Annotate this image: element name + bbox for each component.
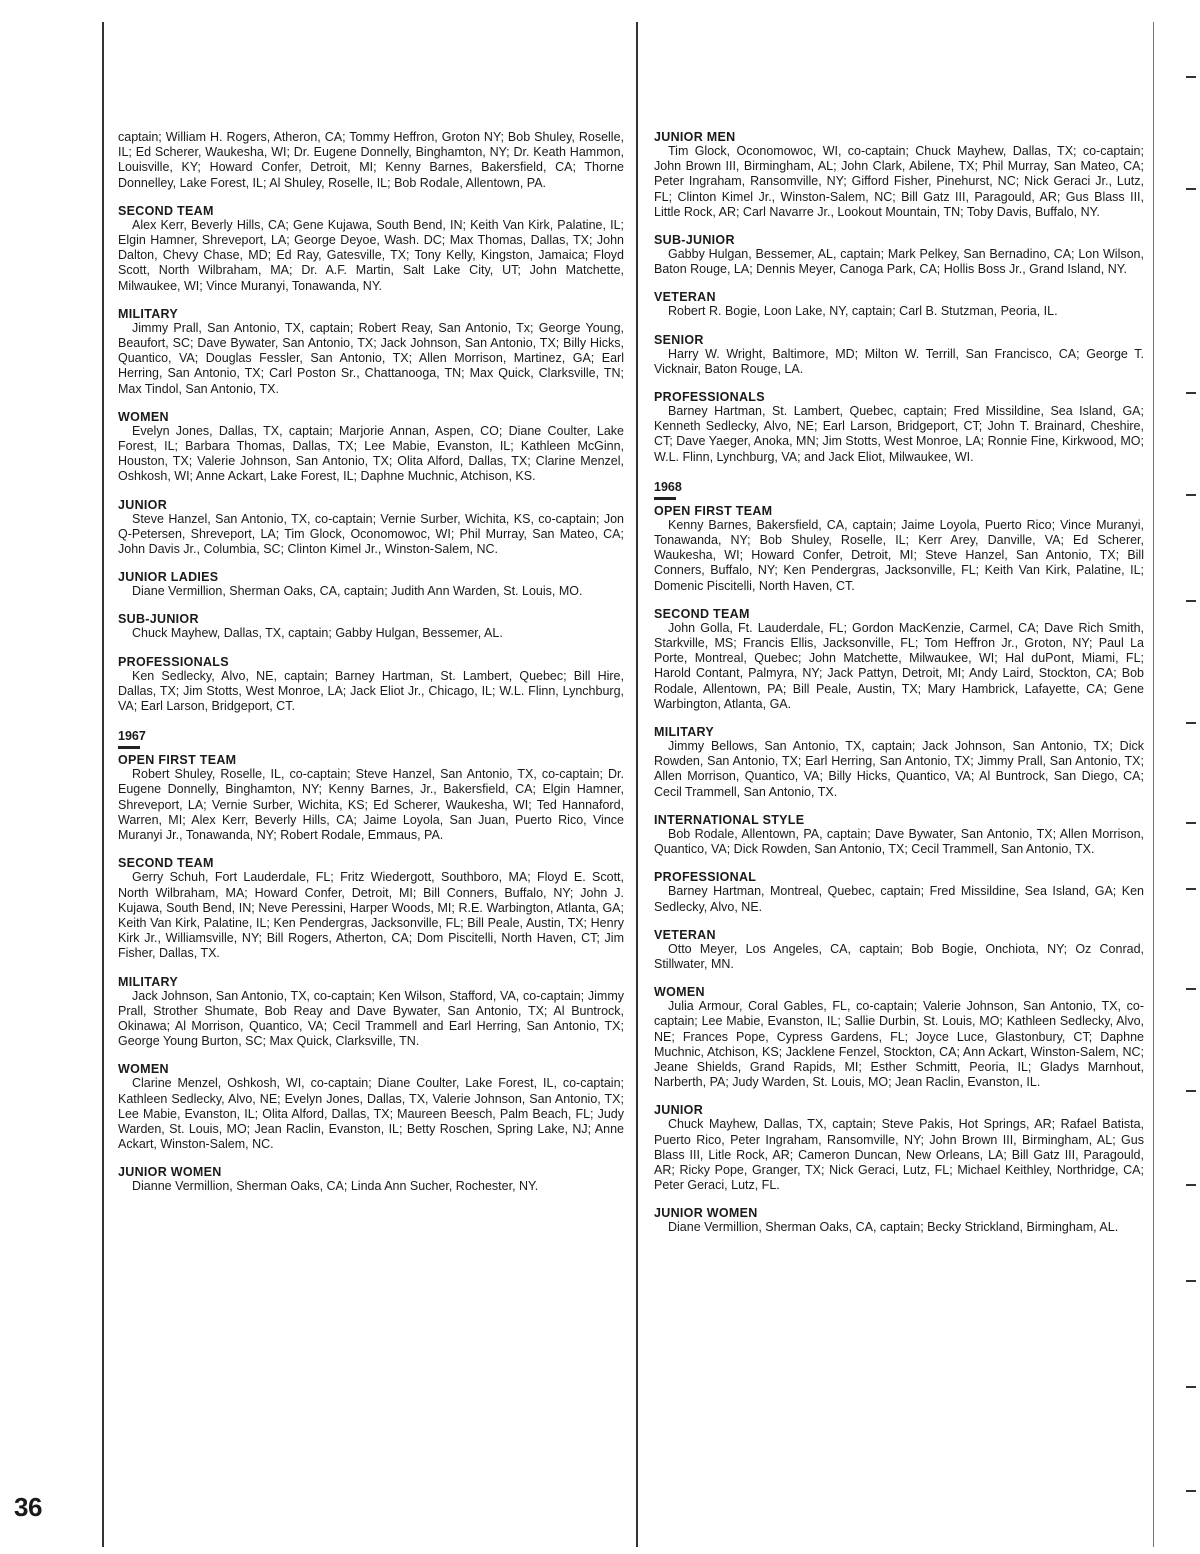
section-heading: WOMEN [118, 409, 169, 424]
roster-section [654, 233, 1144, 277]
year-block [118, 727, 624, 753]
section-heading: JUNIOR [654, 1103, 704, 1118]
section-body: Evelyn Jones, Dallas, TX, captain; Marjorie Annan, Aspen, CO; Diane Coulter, Lake Forest, IL; Barbara Thomas, Dallas, TX; Lee Mabie, Evanston, IL; Kathleen McGinn, Houston, TX; Valerie Johnson, San Antonio, TX; Olita Alford, Dallas, TX; Clarine Menzel, Oshkosh, WI; Anne Ackart, Lake Forest, IL; Daphne Muchnic, Atchison, KS. [118, 423, 624, 484]
roster-section [118, 655, 624, 715]
roster-section [654, 130, 1144, 220]
edge-mark [1186, 988, 1196, 990]
section-body: Steve Hanzel, San Antonio, TX, co-captain; Vernie Surber, Wichita, KS, co-captain; Jon Q-Petersen, Shreveport, LA; Tim Glock, Oconomowoc, WI; Phil Murray, San Mateo, CA; John Davis Jr., Columbia, SC; Clinton Kimel Jr., Winston-Salem, NC. [118, 511, 624, 557]
section-body: captain; William H. Rogers, Atheron, CA; Tommy Heffron, Groton NY; Bob Shuley, Roselle, IL; Ed Scherer, Waukesha, WI; Dr. Eugene Donnelly, Binghamton, NY; Dr. Keath Hammon, Louisville, KY; Howard Confer, Detroit, MI; Kenny Barnes, Bakersfield, CA; Thorne Donnelley, Lake Forest, IL; Al Shuley, Roselle, IL; Bob Rodale, Allentown, PA. [118, 130, 624, 190]
roster-section [118, 498, 624, 558]
roster-section [118, 307, 624, 397]
edge-mark [1186, 188, 1196, 190]
edge-mark [1186, 1184, 1196, 1186]
edge-mark [1186, 76, 1196, 78]
roster-section [654, 985, 1144, 1090]
section-heading: SENIOR [654, 332, 704, 347]
roster-section [654, 870, 1144, 914]
edge-mark [1186, 1090, 1196, 1092]
section-heading: WOMEN [118, 1062, 169, 1077]
roster-section [118, 753, 624, 843]
section-body: Alex Kerr, Beverly Hills, CA; Gene Kujawa, South Bend, IN; Keith Van Kirk, Palatine, IL; Elgin Hamner, Shreveport, LA; George Deyoe, Wash. DC; Max Thomas, Dallas, TX; John Dalton, Chevy Chase, MD; Ed Ray, Gatesville, TX; Tony Kelly, Kingston, Jamaica; Floyd Scott, North Wilbraham, MA; Dr. A.F. Martin, Salt Lake City, UT; John Matchette, Milwaukee, WI; Vince Muranyi, Tonawanda, NY. [118, 217, 624, 293]
section-body: Dianne Vermillion, Sherman Oaks, CA; Linda Ann Sucher, Rochester, NY. [132, 1179, 539, 1194]
edge-mark [1186, 722, 1196, 724]
section-body: Clarine Menzel, Oshkosh, WI, co-captain; Diane Coulter, Lake Forest, IL, co-captain; Kathleen Sedlecky, Alvo, NE; Evelyn Jones, Dallas, TX, Valerie Johnson, San Antonio, TX; Lee Mabie, Evanston, IL; Olita Alford, Dallas, TX; Maureen Beesch, Palm Beach, FL; Judy Warden, St. Louis, MO; Jean Raclin, Evanston, IL; Betty Roschen, Spring Lake, NJ; Anne Ackart, Winston-Salem, NC. [118, 1076, 624, 1152]
page-number: 36 [14, 1492, 42, 1522]
roster-section [118, 410, 624, 485]
section-body: Chuck Mayhew, Dallas, TX, captain; Gabby Hulgan, Bessemer, AL. [132, 626, 503, 641]
section-body: Tim Glock, Oconomowoc, WI, co-captain; Chuck Mayhew, Dallas, TX; co-captain; John Brown III, Birmingham, AL; John Clark, Abilene, TX; Phil Murray, San Mateo, CA; Peter Ingraham, Ransomville, NY; Gifford Fisher, Pinehurst, NC; Nick Geraci Jr., Lutz, FL; Clinton Kimel Jr., Winston-Salem, NC; Bill Gatz III, Paragould, AR; Gus Blass III, Little Rock, AR; Carl Navarre Jr., Lookout Mountain, TN; Toby Davis, Buffalo, NY. [654, 144, 1144, 219]
section-heading: JUNIOR [118, 497, 168, 512]
edge-mark [1186, 1490, 1196, 1492]
section-body: Barney Hartman, Montreal, Quebec, captain; Fred Missildine, Sea Island, GA; Ken Sedlecky, Alvo, NE. [654, 884, 1144, 914]
roster-section [654, 928, 1144, 972]
roster-section [118, 1062, 624, 1152]
section-body: Jimmy Prall, San Antonio, TX, captain; Robert Reay, San Antonio, Tx; George Young, Beaufort, SC; Dave Bywater, San Antonio, TX; Jack Johnson, San Antonio, TX; Billy Hicks, Quantico, VA; Douglas Fessler, San Antonio, TX; Allen Morrison, Martinez, GA; Earl Herring, San Antonio, TX; Carl Poston Sr., Chattanooga, TN; Max Quick, Clarksville, TN; Max Tindol, San Antonio, TX. [118, 320, 624, 396]
section-body: Robert Shuley, Roselle, IL, co-captain; Steve Hanzel, San Antonio, TX, co-captain; Dr. Eugene Donnelly, Binghamton, NY; Kenny Barnes, Jr., Bakersfield, CA; Elgin Hamner, Shreveport, LA; Vernie Surber, Wichita, KS; Ed Scherer, Waukesha, WI; Ted Hannaford, Warren, MI; Alex Kerr, Beverly Hills, CA; Jaime Loyola, San Juan, Puerto Rico, Vince Muranyi Jr., Tonawanda, NY; Robert Rodale, Emmaus, PA. [118, 767, 624, 843]
roster-section [118, 856, 624, 961]
section-heading: VETERAN [654, 927, 716, 942]
section-body: Ken Sedlecky, Alvo, NE, captain; Barney Hartman, St. Lambert, Quebec; Bill Hire, Dallas, TX; Jim Stotts, West Monroe, LA; Jack Eliot Jr., Chicago, IL; W.L. Flinn, Lynchburg, VA; Earl Larson, Bridgeport, CT. [118, 668, 624, 714]
roster-section [654, 290, 1144, 319]
roster-section [654, 504, 1144, 594]
section-heading: OPEN FIRST TEAM [654, 503, 773, 518]
roster-section [118, 612, 624, 641]
year-block [654, 478, 1144, 504]
section-body: Barney Hartman, St. Lambert, Quebec, captain; Fred Missildine, Sea Island, GA; Kenneth Sedlecky, Alvo, NE; Earl Larson, Bridgeport, CT; John T. Brainard, Cheshire, CT; Dave Yaeger, Anoka, MN; Jim Stotts, West Monroe, LA; Ronnie Fine, Kirkwood, MO; W.L. Flinn, Lynchburg, VA; and Jack Eliot, Milwaukee, WI. [654, 404, 1144, 464]
edge-mark [1186, 888, 1196, 890]
section-body: Harry W. Wright, Baltimore, MD; Milton W. Terrill, San Francisco, CA; George T. Vicknair, Baton Rouge, LA. [654, 346, 1144, 376]
column-divider-rule [636, 22, 638, 1547]
section-heading: MILITARY [118, 306, 179, 321]
edge-mark [1186, 1386, 1196, 1388]
section-heading: SECOND TEAM [654, 606, 750, 621]
edge-mark [1186, 822, 1196, 824]
section-body: Chuck Mayhew, Dallas, TX, captain; Steve Pakis, Hot Springs, AR; Rafael Batista, Puerto Rico, Peter Ingraham, Ransomville, NY; John Brown III, Birmingham, AL; Gus Blass III, Litle Rock, AR; Cameron Duncan, New Orleans, LA; Bill Gatz III, Paragould, AR; Ricky Pope, Granger, TX; Nick Geraci, Lutz, FL; Michael Keithley, Northridge, CA; Peter Geraci, Lutz, FL. [654, 1117, 1144, 1193]
section-body: John Golla, Ft. Lauderdale, FL; Gordon MacKenzie, Carmel, CA; Dave Rich Smith, Starkville, MS; Francis Ellis, Jacksonville, FL; Tom Heffron Jr., Groton, NY; Paul La Porte, Montreal, Quebec; John Matchette, Milwaukee, WI; Hal duPont, Miami, FL; Harold Contant, Palmyra, NY; Jack Pattyn, Detroit, MI; Andy Laird, Stockton, CA; Bob Rodale, Allentown, PA; Bill Peale, Austin, TX; Mary Hambrick, Lafayette, CA; Gene Warbington, Atlanta, GA. [654, 620, 1144, 711]
roster-section [654, 813, 1144, 857]
section-heading: PROFESSIONAL [654, 870, 757, 885]
right-column [654, 130, 1144, 1249]
section-body: Gerry Schuh, Fort Lauderdale, FL; Fritz Wiedergott, Southboro, MA; Floyd E. Scott, North Wilbraham, MA; Howard Confer, Detroit, MI; Bill Conners, Buffalo, NY; John J. Kujawa, South Bend, IN; Neve Peressini, Harper Woods, MI; R.E. Warbington, Atlanta, GA; Keith Van Kirk, Palatine, IL; Ken Pendergras, Jacksonville, FL; Bill Peale, Austin, TX; Henry Kirk Jr., Williamsville, NY; Bill Rogers, Atherton, CA; Dom Piscitelli, North Haven, CT; Jim Fisher, Dallas, TX. [118, 870, 624, 961]
section-heading: OPEN FIRST TEAM [118, 753, 237, 768]
edge-mark [1186, 600, 1196, 602]
roster-section [654, 1206, 1144, 1235]
section-heading: JUNIOR LADIES [118, 570, 219, 585]
roster-section [118, 570, 624, 599]
section-body: Julia Armour, Coral Gables, FL, co-captain; Valerie Johnson, San Antonio, TX, co-captain; Lee Mabie, Evanston, IL; Sallie Durbin, St. Louis, MO; Kathleen Sedlecky, Alvo, NE; Frances Pope, Cypress Gardens, FL; Joyce Luce, Glastonbury, CT; Daphne Muchnic, Atchison, KS; Jacklene Fenzel, Stockton, CA; Ann Ackart, Winston-Salem, NC; Jeane Shields, Grand Rapids, MI; Esther Schmitt, Peoria, IL; Gladys Marnhout, Narberth, PA; Judy Warden, St. Louis, MO; Jean Raclin, Evanston, IL. [654, 999, 1144, 1090]
section-body: Otto Meyer, Los Angeles, CA, captain; Bob Bogie, Onchiota, NY; Oz Conrad, Stillwater, MN. [654, 941, 1144, 971]
section-heading: JUNIOR WOMEN [654, 1206, 758, 1221]
roster-section [118, 1165, 624, 1194]
roster-section [118, 975, 624, 1050]
roster-section [654, 390, 1144, 465]
section-body: Jimmy Bellows, San Antonio, TX, captain; Jack Johnson, San Antonio, TX; Dick Rowden, San Antonio, TX; Earl Herring, San Antonio, TX; Jimmy Prall, San Antonio, TX; Allen Morrison, Quantico, VA; Billy Hicks, Quantico, VA; Al Buntrock, San Diego, CA; Cecil Trammell, San Antonio, TX. [654, 739, 1144, 799]
section-heading: SECOND TEAM [118, 856, 214, 871]
section-body: Jack Johnson, San Antonio, TX, co-captain; Ken Wilson, Stafford, VA, co-captain; Jimmy Prall, Strother Shumate, Bob Reay and Dave Bywater, San Antonio, TX; Al Buntrock, Okinawa; Al Morrison, Quantico, VA; Cecil Trammell and Earl Herring, San Antonio, TX; George Young Burton, SC; Max Quick, Clarksville, TN. [118, 988, 624, 1049]
section-heading: JUNIOR WOMEN [118, 1165, 222, 1180]
section-heading: SECOND TEAM [118, 203, 214, 218]
section-body: Diane Vermillion, Sherman Oaks, CA, captain; Becky Strickland, Birmingham, AL. [668, 1220, 1119, 1235]
section-heading: MILITARY [654, 725, 715, 740]
section-body: Diane Vermillion, Sherman Oaks, CA, captain; Judith Ann Warden, St. Louis, MO. [132, 584, 583, 599]
section-heading: JUNIOR MEN [654, 130, 736, 144]
edge-mark [1186, 494, 1196, 496]
section-heading: WOMEN [654, 985, 705, 1000]
section-heading: SUB-JUNIOR [654, 233, 735, 248]
year-heading: 1967 [118, 729, 146, 744]
section-body: Kenny Barnes, Bakersfield, CA, captain; Jaime Loyola, Puerto Rico; Vince Muranyi, Tonawanda, NY; Bob Shuley, Roselle, IL; Kerr Arey, Danville, VA; Ed Scherer, Waukesha, WI; Howard Confer, Detroit, MI; Steve Hanzel, San Antonio, TX; Bill Conners, Buffalo, NY; Ken Pendergras, Jacksonville, FL; Keith Van Kirk, Palatine, IL; Domenic Piscitelli, North Haven, CT. [654, 517, 1144, 593]
section-heading: SUB-JUNIOR [118, 612, 199, 627]
section-body: Gabby Hulgan, Bessemer, AL, captain; Mark Pelkey, San Bernadino, CA; Lon Wilson, Baton Rouge, LA; Dennis Meyer, Canoga Park, CA; Hollis Boss Jr., Grand Island, NY. [654, 247, 1144, 277]
edge-mark [1186, 392, 1196, 394]
section-heading: INTERNATIONAL STYLE [654, 812, 805, 827]
roster-section [654, 725, 1144, 800]
section-body: Bob Rodale, Allentown, PA, captain; Dave Bywater, San Antonio, TX; Allen Morrison, Quantico, VA; Dick Rowden, San Antonio, TX; Cecil Trammell, San Antonio, TX. [654, 826, 1144, 857]
roster-section [654, 1103, 1144, 1193]
left-column [118, 130, 624, 1208]
roster-section [118, 130, 624, 191]
year-heading: 1968 [654, 479, 682, 494]
section-heading: PROFESSIONALS [118, 654, 229, 669]
section-heading: PROFESSIONALS [654, 390, 765, 405]
left-margin-rule [102, 22, 104, 1547]
right-margin-rule [1153, 22, 1154, 1547]
section-body: Robert R. Bogie, Loon Lake, NY, captain; Carl B. Stutzman, Peoria, IL. [668, 304, 1058, 319]
roster-section [654, 607, 1144, 712]
roster-section [654, 333, 1144, 377]
section-heading: MILITARY [118, 974, 179, 989]
section-heading: VETERAN [654, 290, 716, 305]
roster-section [118, 204, 624, 294]
edge-mark [1186, 1280, 1196, 1282]
